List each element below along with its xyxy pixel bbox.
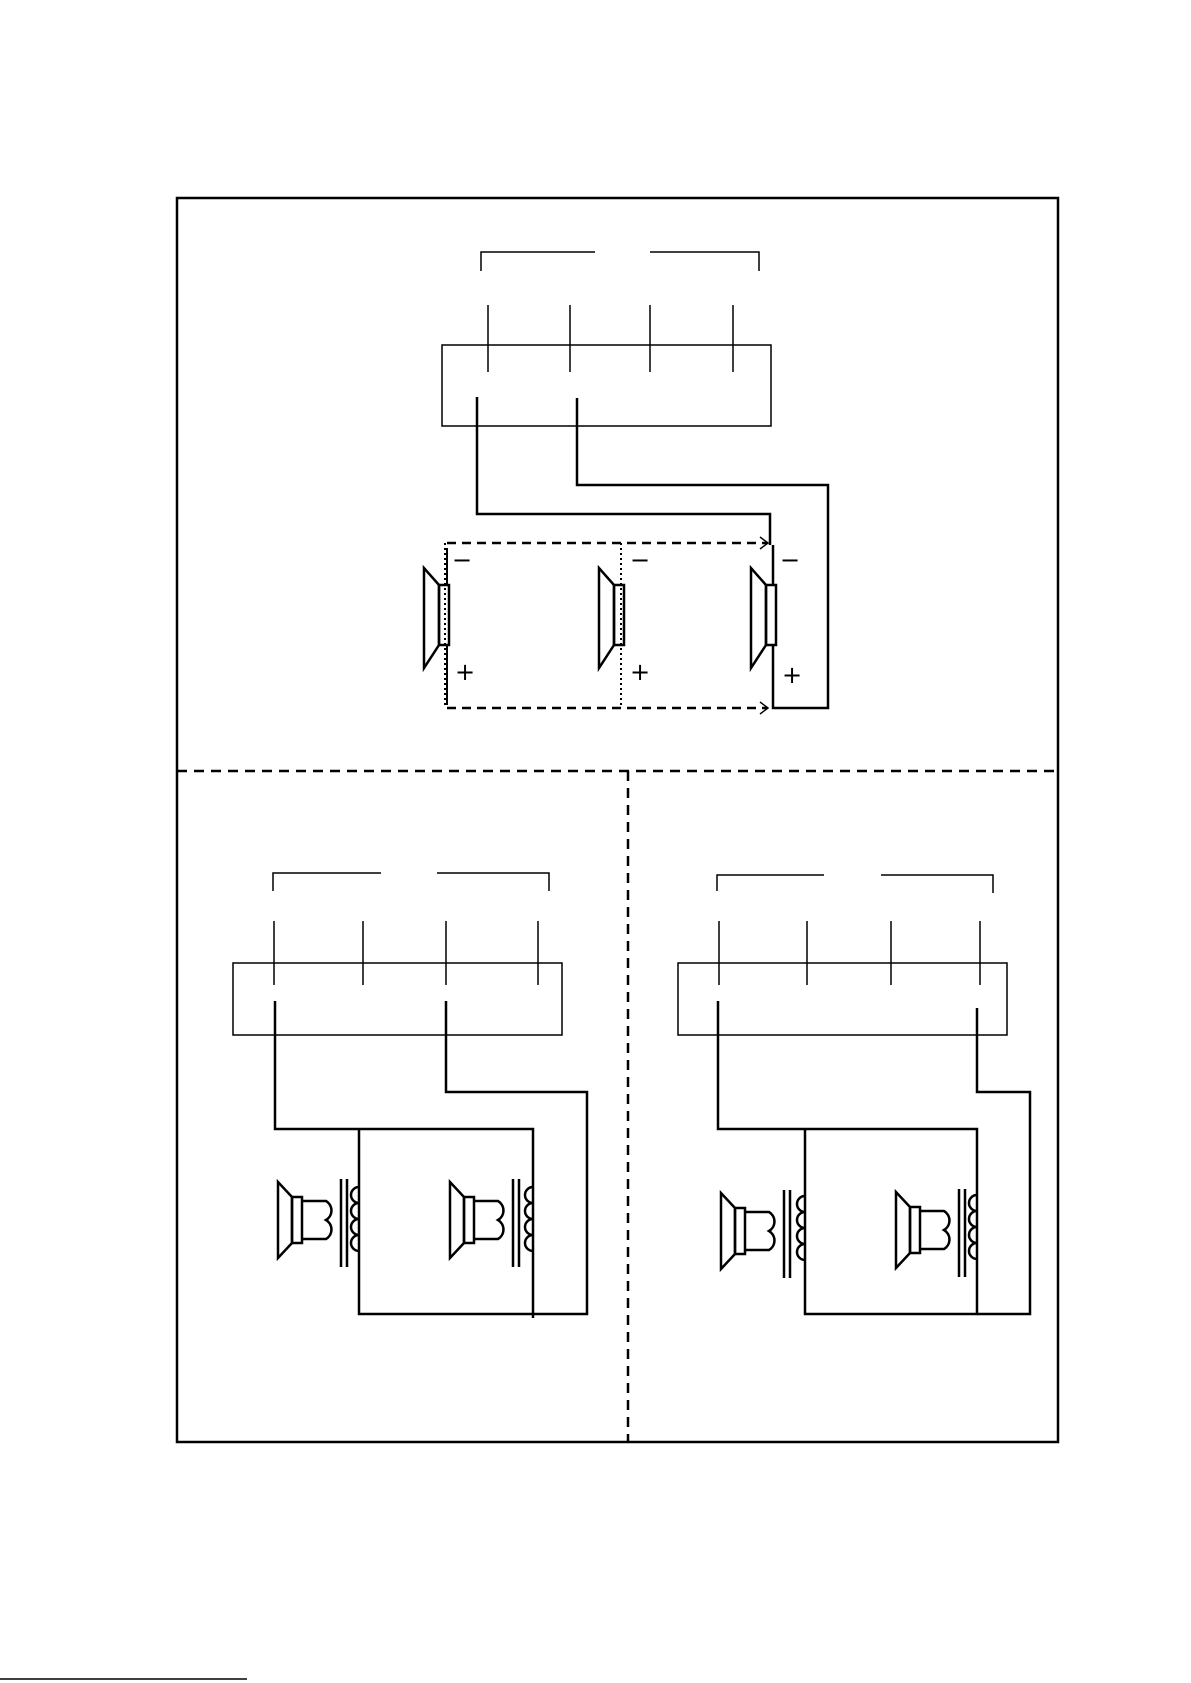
top-bracket-left [481,252,595,271]
br-wire-a [718,1001,977,1314]
top-terminal-block [442,345,771,426]
br-terminal-block [678,963,1007,1035]
speaker-transformer-icon [721,1190,805,1278]
speaker-icon [751,545,776,670]
outer-frame [177,198,1058,1442]
speaker-plus-label: + [630,658,651,686]
speaker-transformer-icon [896,1189,977,1277]
speaker-minus-label: − [630,546,651,574]
top-bracket-right [650,252,759,271]
bottom-left-panel [233,873,587,1318]
speaker-transformer-icon [450,1179,533,1267]
speaker-plus-label: + [455,658,476,686]
br-bracket-left [717,875,824,891]
speaker-plus-label: + [782,661,803,689]
bl-wire-a [275,1001,533,1318]
br-wire-b [977,1008,1030,1314]
bottom-right-panel [678,875,1030,1314]
bl-terminal-block [233,963,562,1035]
top-wire-minus [477,397,770,545]
bl-bracket-right [437,873,549,891]
speaker-icon [424,548,449,705]
bl-wire-b [359,1001,587,1314]
top-panel [424,252,828,714]
speaker-transformer-icon [278,1179,359,1267]
br-bracket-right [881,875,993,893]
bl-bracket-left [273,873,381,891]
speaker-minus-label: − [780,546,801,574]
speaker-minus-label: − [452,546,473,574]
